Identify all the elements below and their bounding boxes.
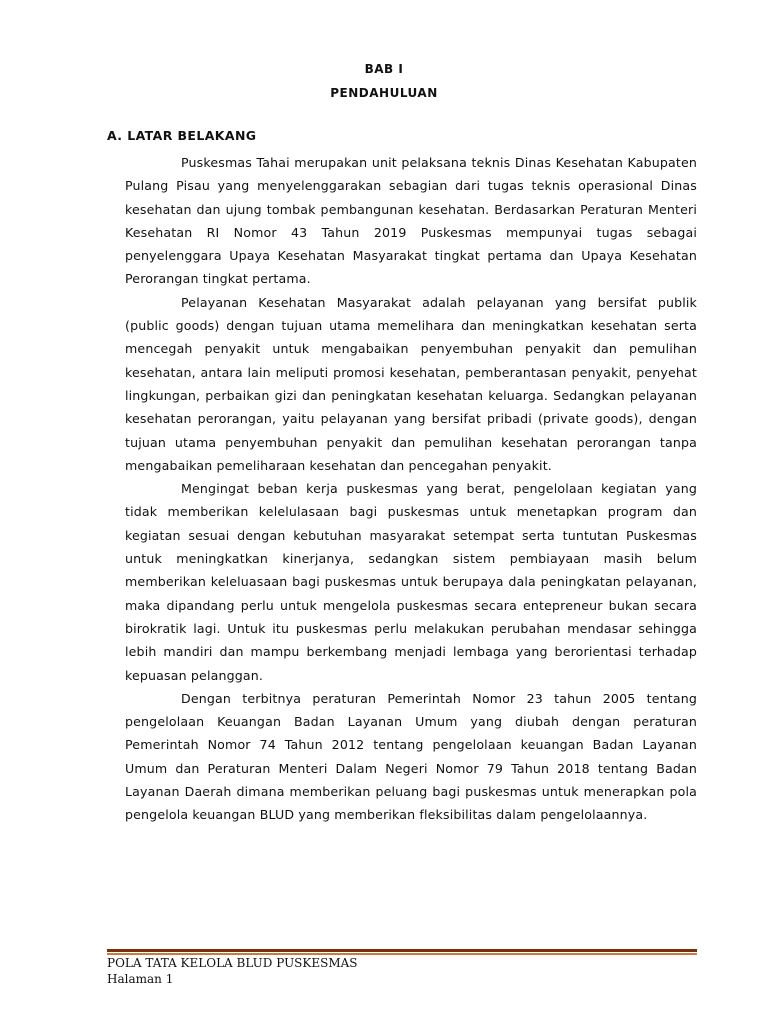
- footer-title: POLA TATA KELOLA BLUD PUSKESMAS: [107, 956, 358, 970]
- footer-rule-light: [107, 953, 697, 955]
- paragraph-4: Dengan terbitnya peraturan Pemerintah Nomor 23 tahun 2005 tentang pengelolaan Keuangan Badan Layanan Umum yang diubah dengan peraturan Pemerintah Nomor 74 Tahun 2012 tentang pengelolaan keuangan Badan Layanan Umum dan Peraturan Menteri Dalam Negeri Nomor 79 Tahun 2018 tentang Badan Layanan Daerah dimana memberikan peluang bagi puskesmas untuk menerapkan pola pengelola keuangan BLUD yang memberikan fleksibilitas dalam pengelolaannya.: [125, 690, 697, 823]
- document-body: [125, 151, 697, 827]
- chapter-number: BAB I: [364, 62, 404, 76]
- paragraph-1: Puskesmas Tahai merupakan unit pelaksana teknis Dinas Kesehatan Kabupaten Pulang Pisau yang menyelenggarakan sebagian dari tugas teknis operasional Dinas kesehatan dan ujung tombak pembangunan kesehatan. Berdasarkan Peraturan Menteri Kesehatan RI Nomor 43 Tahun 2019 Puskesmas mempunyai tugas sebagai penyelenggara Upaya Kesehatan Masyarakat tingkat pertama dan Upaya Kesehatan Perorangan tingkat pertama.: [125, 155, 697, 287]
- footer-rule-dark: [107, 949, 697, 952]
- paragraph-2: Pelayanan Kesehatan Masyarakat adalah pelayanan yang bersifat publik (public goods) dengan tujuan utama memelihara dan meningkatkan kesehatan serta mencegah penyakit untuk mengabaikan penyembuhan penyakit dan pemulihan kesehatan, antara lain meliputi promosi kesehatan, pemberantasan penyakit, penyehat lingkungan, perbaikan gizi dan peningkatan kesehatan keluarga. Sedangkan pelayanan kesehatan perorangan, yaitu pelayanan yang bersifat pribadi (private goods), dengan tujuan utama penyembuhan penyakit dan pemulihan kesehatan perorangan tanpa mengabaikan pemeliharaan kesehatan dan pencegahan penyakit.: [125, 294, 697, 473]
- section-heading: A. LATAR BELAKANG: [107, 128, 257, 143]
- chapter-title: PENDAHULUAN: [330, 86, 438, 100]
- paragraph-3: Mengingat beban kerja puskesmas yang berat, pengelolaan kegiatan yang tidak memberikan kelelulasaan bagi puskesmas untuk menetapkan program dan kegiatan sesuai dengan kebutuhan masyarakat setempat serta tuntutan Puskesmas untuk meningkatkan kinerjanya, sedangkan sistem pembiayaan masih belum memberikan keleluasaan bagi puskesmas untuk berupaya dala peningkatan pelayanan, maka dipandang perlu untuk mengelola puskesmas secara entepreneur bukan secara birokratik lagi. Untuk itu puskesmas perlu melakukan perubahan mendasar sehingga lebih mandiri dan mampu berkembang menjadi lembaga yang berorientasi terhadap kepuasan pelanggan.: [125, 481, 697, 683]
- footer-page-number: Halaman 1: [107, 972, 174, 986]
